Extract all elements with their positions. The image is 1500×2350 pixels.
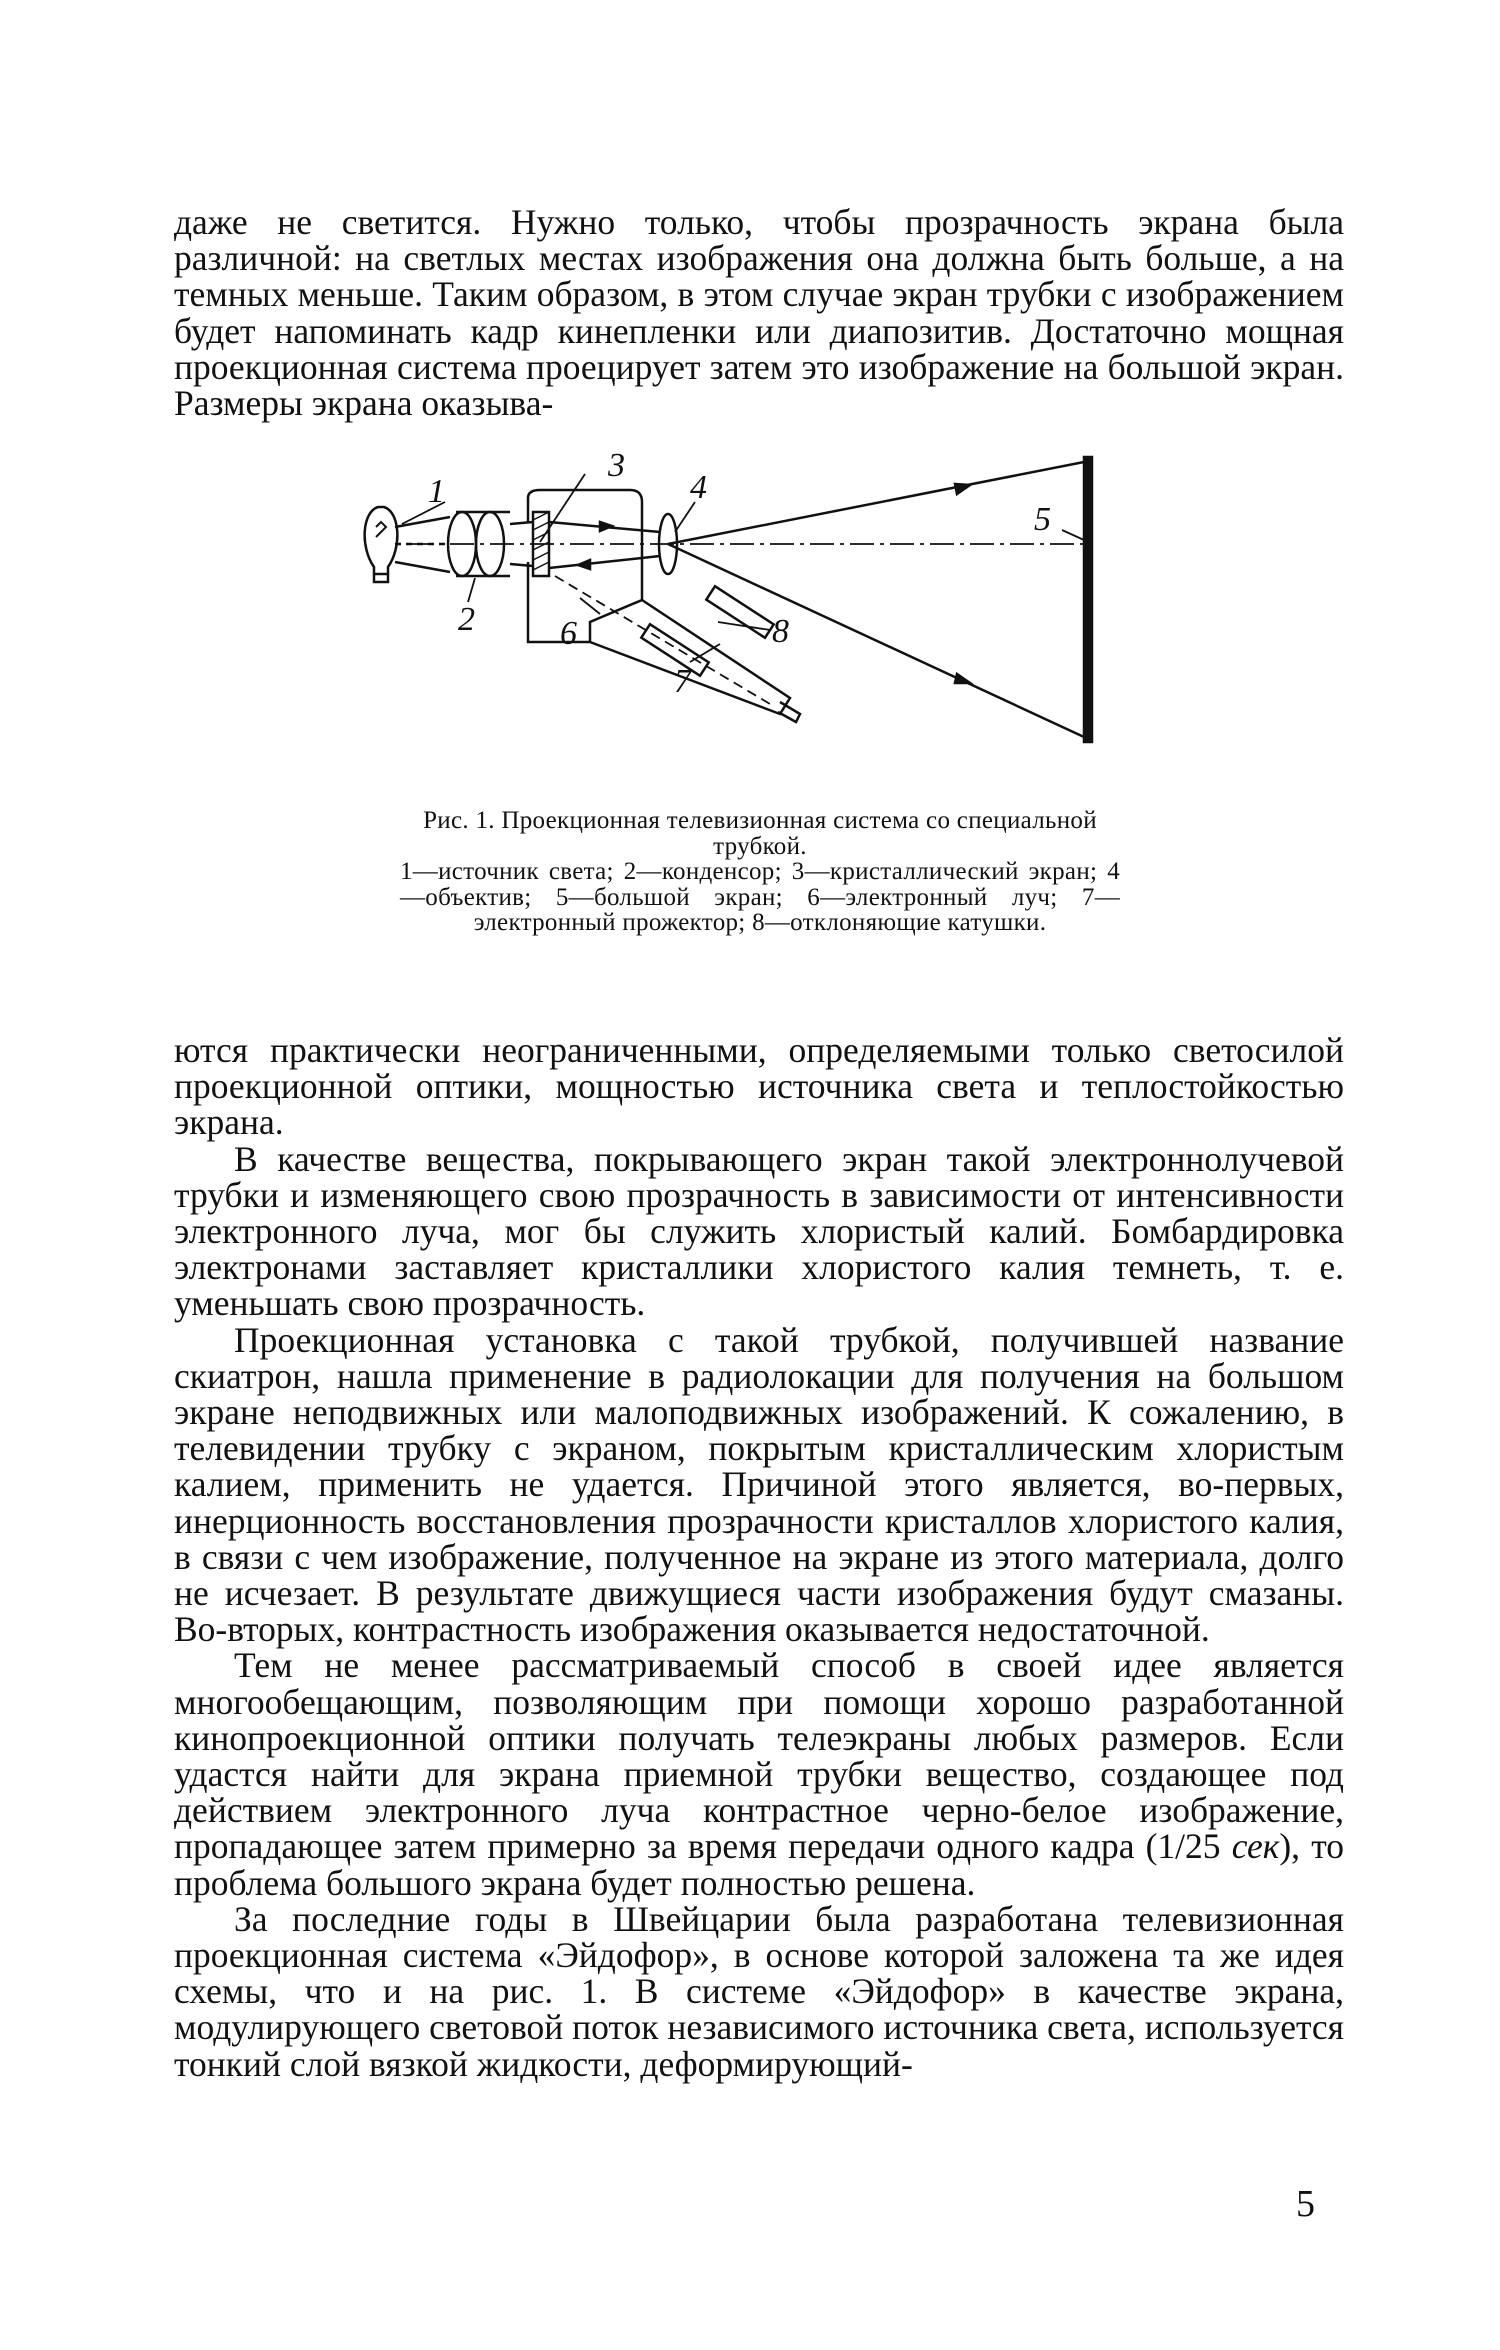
leader-line: [468, 578, 475, 602]
paragraph: За последние годы в Швейцарии была разработана телевизионная проекционная система «Эйдофор», в основе которой заложена та же идея схемы, что и на рис. 1. В системе «Эйдофор» в качестве экрана, модулирующего световой поток независимого источника света, используется тонкий слой вязкой жидкости, деформирующий-: [174, 1898, 1344, 2084]
figure-label-7: 7: [674, 663, 691, 700]
arrow-head: [955, 484, 970, 494]
paragraph: В качестве вещества, покрывающего экран такой электроннолучевой трубки и изменяющего свою прозрачность в зависимости от интенсивности электронного луча, мог бы служить хлористый калий. Бомбардировка электронами заставляет кристаллики хлористого калия темнеть, т. е. уменьшать свою прозрачность.: [174, 1138, 1344, 1324]
electron-beam: [555, 576, 770, 704]
projection-system-diagram: [350, 452, 1130, 792]
arrow-head: [955, 674, 970, 683]
lamp-filament: [376, 522, 386, 537]
page-number: 5: [1296, 2183, 1315, 2225]
caption-title: Рис. 1. Проекционная телевизионная система со специальной трубкой.: [423, 807, 1097, 860]
light-ray: [395, 517, 450, 527]
figure-label-6: 6: [560, 615, 577, 652]
light-ray: [549, 556, 660, 568]
light-ray: [510, 522, 533, 524]
figure-label-4: 4: [690, 469, 707, 506]
figure-label-1: 1: [428, 473, 445, 510]
bottom-text-block: [174, 1032, 1344, 2082]
figure-caption: [400, 808, 1120, 936]
caption-legend: 1—источник света; 2—конденсор; 3—кристаллический экран; 4—объектив; 5—большой экран; 6—электронный луч; 7—электронный прожектор; 8—отклоняющие катушки.: [400, 858, 1120, 937]
leader-line: [1062, 530, 1084, 540]
paragraph-part: Тем не менее рассматриваемый способ в своей идее является многообещающим, позволяющим при помощи хорошо разработанной кинопроекционной оптики получать телеэкраны любых размеров. Если удастся найти для экрана приемной трубки вещество, создающее под действием электронного луча контрастное черно-белое изображение, пропадающее затем примерно за время передачи одного кадра (1/25: [174, 1645, 1344, 1867]
paragraph-part: ), то проблема большого экрана будет полностью решена.: [174, 1826, 1345, 1903]
paragraph: Проекционная установка с такой трубкой, получившей название скиатрон, нашла применение в радиолокации для получения на большом экране неподвижных или малоподвижных изображений. К сожалению, в телевидении трубку с экраном, покрытым кристаллическим хлористым калием, применить не удается. Причиной этого является, во-первых, инерционность восстановления прозрачности кристаллов хлористого калия, в связи с чем изображение, полученное на экране из этого материала, долго не исчезает. В результате движущиеся части изображения будут смазаны. Во-вторых, контрастность изображения оказывается недостаточной.: [174, 1319, 1344, 1650]
lamp-bulb: [365, 507, 398, 582]
light-ray: [510, 564, 533, 566]
figure-label-3: 3: [608, 452, 625, 484]
projection-ray: [668, 462, 1084, 544]
leader-line: [675, 502, 695, 532]
light-ray: [395, 562, 450, 572]
paragraph: даже не светится. Нужно только, чтобы прозрачность экрана была различной: на светлых местах изображения она должна быть больше, а на темных меньше. Таким образом, в этом случае экран трубки с изображением будет напоминать кадр кинепленки или диапозитив. Достаточно мощная проекционная система проецирует затем это изображение на большой экран. Размеры экрана оказыва-: [174, 202, 1344, 424]
arrow-head: [600, 522, 612, 531]
unit-text: сек: [1231, 1826, 1280, 1867]
projection-ray: [668, 544, 1084, 737]
arrow-head: [578, 560, 590, 569]
deflection-coil: [706, 586, 773, 638]
big-screen: [1084, 457, 1092, 742]
top-text-block: [174, 202, 1344, 424]
figure-label-8: 8: [772, 613, 789, 650]
figure-label-5: 5: [1034, 501, 1051, 538]
leader-line: [540, 474, 585, 542]
figure-label-2: 2: [458, 601, 475, 638]
paragraph: [174, 1645, 1345, 1903]
paragraph: ются практически неограниченными, определяемыми только светосилой проекционной оптики, мощностью источника света и теплостойкостью экрана.: [174, 1030, 1344, 1143]
